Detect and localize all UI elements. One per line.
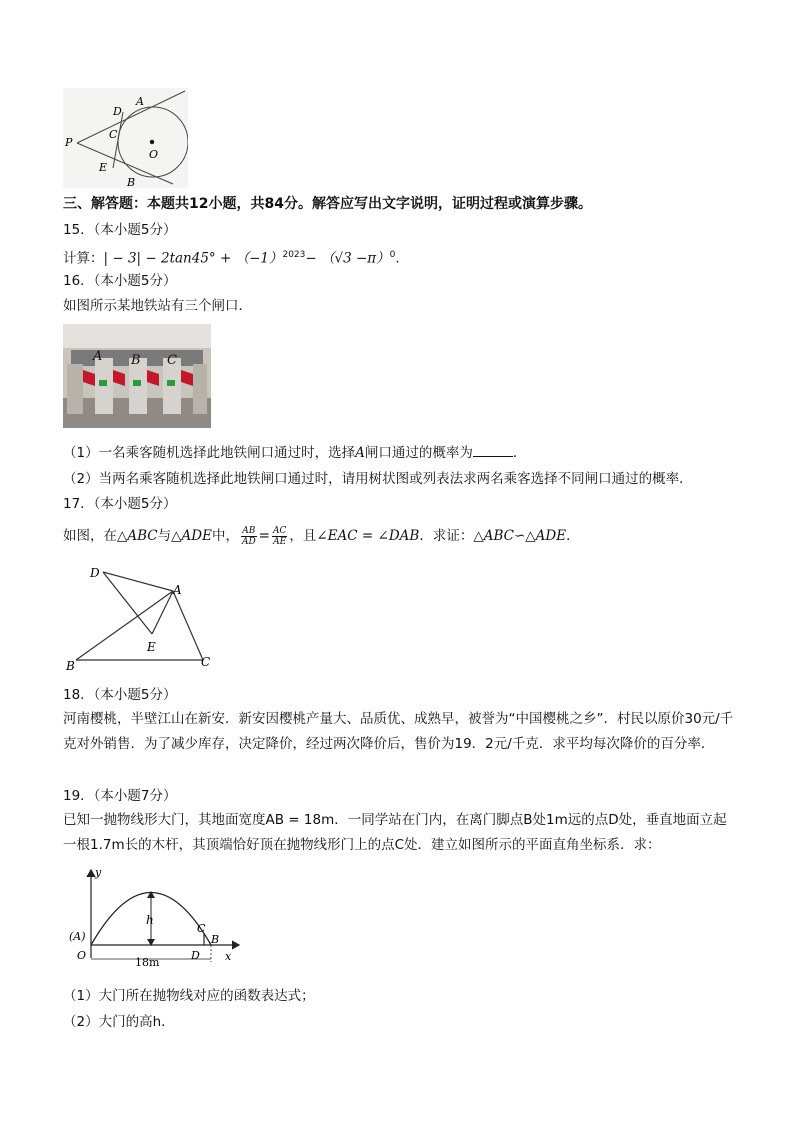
q16-p1-text-b: 闸口通过的概率为 — [364, 445, 473, 461]
q17-statement — [63, 521, 580, 551]
label-c: C — [109, 128, 118, 141]
q19-part2: （2）大门的高h． — [63, 1014, 175, 1030]
photo-label-c: C — [167, 353, 177, 368]
parabola-gate-figure — [63, 862, 248, 972]
answer-blank[interactable] — [473, 444, 513, 457]
q17-t5: ．求证： — [419, 528, 474, 544]
label-o: O — [149, 148, 159, 161]
point-d-label: D — [191, 949, 200, 962]
q17-header: 17．（本小题5分） — [63, 496, 177, 512]
tri-label-b: B — [66, 659, 75, 673]
label-b: B — [127, 176, 136, 188]
q16-p1-text-a: （1）一名乘客随机选择此地铁闸口通过时，选择 — [63, 445, 356, 461]
q19-text: 已知一抛物线形大门，其地面宽度AB = 18m．一同学站在门内，在离门脚点B处1m远的点D处，垂直地面立起一根1.7m长的木杆，其顶端恰好顶在抛物线形门上的点C处．建立如图所示的平面直角坐标系．求： — [63, 812, 727, 853]
label-d: D — [113, 105, 122, 118]
tri-label-d: D — [90, 566, 100, 580]
q19-header: 19．（本小题7分） — [63, 788, 177, 804]
q17-t4: ，且 — [289, 528, 317, 544]
q17-angle: ∠EAC = ∠DAB — [316, 528, 420, 544]
q15-expr2: − （√3 −π） — [305, 250, 390, 267]
label-a: A — [136, 95, 144, 108]
fraction-ab-ad: $\frac{AB}{AD}$ — [241, 525, 256, 547]
q16-part2: （2）当两名乘客随机选择此地铁闸口通过时，请用树状图或列表法求两名乘客选择不同闸口通过的概率． — [63, 471, 693, 487]
circle-tangent-figure — [63, 88, 188, 188]
subway-gate-photo — [63, 324, 211, 428]
q17-t3: 中， — [211, 528, 239, 544]
point-c-label: C — [197, 922, 206, 935]
center-point — [150, 140, 154, 144]
q18-header: 18．（本小题5分） — [63, 687, 177, 703]
triangle-figure — [63, 562, 223, 674]
tri-label-a: A — [173, 583, 182, 597]
q19-part1: （1）大门所在抛物线对应的函数表达式； — [63, 988, 315, 1004]
q16-p1-end: ． — [512, 445, 527, 461]
point-b-label: B — [211, 933, 220, 946]
q16-p1-var: A — [355, 445, 365, 461]
tri-label-c: C — [201, 655, 211, 669]
q16-intro: 如图所示某地铁站有三个闸口． — [63, 298, 252, 314]
q17-t2: 与 — [157, 528, 172, 544]
photo-label-b: B — [131, 353, 141, 368]
photo-label-a: A — [93, 349, 103, 364]
fraction-ac-ae: $\frac{AC}{AE}$ — [272, 525, 287, 547]
tri-label-e: E — [147, 640, 156, 654]
width-label: 18m — [135, 956, 160, 969]
q17-tri1: △ABC — [117, 528, 158, 544]
q17-tri2: △ADE — [171, 528, 212, 544]
label-e: E — [99, 161, 108, 174]
q17-t6: ． — [566, 528, 580, 544]
q15-expr1: | − 3| − 2tan45° + （−1） — [103, 250, 283, 267]
section-title: 三、解答题：本题共12小题，共84分。解答应写出文字说明，证明过程或演算步骤。 — [63, 196, 592, 212]
point-a-label: (A) — [69, 930, 86, 943]
q15-expression — [63, 246, 400, 268]
axis-x-label: x — [225, 950, 232, 963]
q16-part1 — [63, 444, 526, 462]
q17-eq: = — [258, 528, 270, 544]
height-h-label: h — [146, 913, 154, 927]
axis-y-label: y — [95, 866, 102, 879]
q15-exp2: 0 — [389, 250, 396, 260]
q18-text: 河南樱桃，半壁江山在新安．新安因樱桃产量大、品质优、成熟早，被誉为“中国樱桃之乡”．村民以原价30元/千克对外销售．为了减少库存，决定降价，经过两次降价后，售价为19．2元/千克．求平均每次降价的百分率． — [63, 711, 734, 752]
q17-conclusion: △ABC∽△ADE — [473, 528, 567, 544]
origin-label: O — [77, 949, 87, 962]
q16-header: 16．（本小题5分） — [63, 273, 177, 289]
q17-t1: 如图，在 — [63, 528, 117, 544]
q15-exp1: 2023 — [282, 250, 306, 260]
q15-header: 15．（本小题5分） — [63, 222, 177, 238]
label-p: P — [65, 136, 73, 149]
q15-prefix: 计算： — [63, 250, 104, 267]
q15-end: . — [395, 250, 400, 267]
